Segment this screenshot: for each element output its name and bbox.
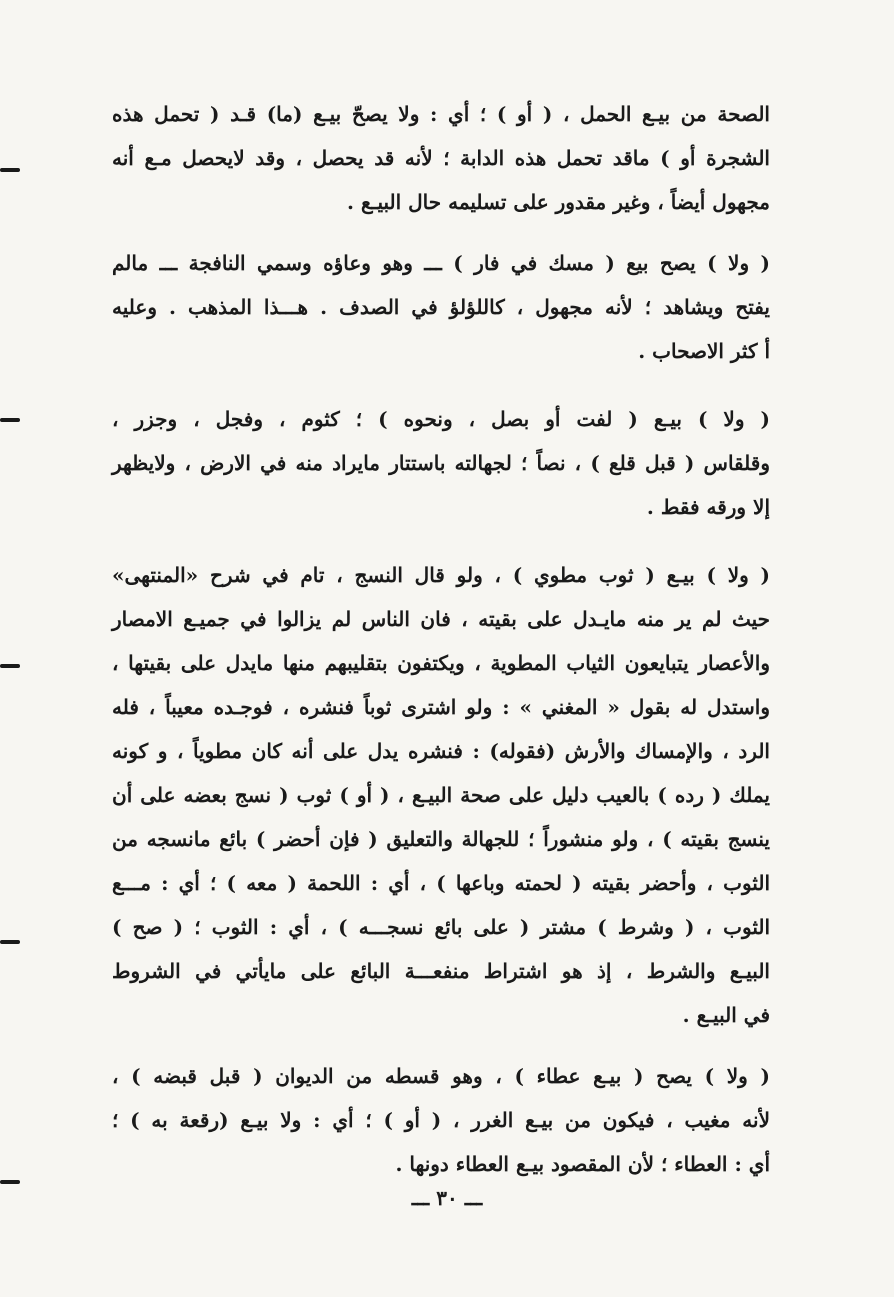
text-line: أ كثر الاصحاب . <box>638 339 770 363</box>
text-line: الشجرة أو ) ماقد تحمل هذه الدابة ؛ لأنه قد يحصل ، وقد لايحصل مـع أنه <box>112 146 770 170</box>
margin-mark <box>0 940 20 944</box>
paragraph <box>112 92 770 224</box>
text-line: البيـع والشرط ، إذ هو اشتراط منفعـــة البائع على مايأتي في الشروط <box>112 959 770 983</box>
paragraph <box>112 397 770 529</box>
body-text <box>112 92 770 1186</box>
text-line: أي : العطاء ؛ لأن المقصود بيـع العطاء دونها . <box>395 1152 770 1176</box>
text-line: ( ولا ) يصح ( بيـع عطاء ) ، وهو قسطه من الديوان ( قبل قبضه ) ، <box>112 1064 770 1088</box>
paragraph <box>112 553 770 1037</box>
text-line: يفتح ويشاهد ؛ لأنه مجهول ، كاللؤلؤ في الصدف . هـــذا المذهب . وعليه <box>112 295 770 319</box>
text-line: واستدل له بقول « المغني » : ولو اشترى ثوباً فنشره ، فوجـده معيباً ، فله <box>112 695 770 719</box>
paragraph <box>112 241 770 373</box>
text-line: يملك ( رده ) بالعيب دليل على صحة البيـع ، ( أو ) ثوب ( نسج بعضه على أن <box>112 783 770 807</box>
text-line: الصحة من بيـع الحمل ، ( أو ) ؛ أي : ولا يصحّ بيـع (ما) قـد ( تحمل هذه <box>112 102 770 126</box>
text-line: ( ولا ) يصح بيع ( مسك في فار ) ـــ وهو وعاؤه وسمي النافجة ـــ مالم <box>112 251 770 275</box>
text-line: في البيـع . <box>682 1003 770 1027</box>
text-line: الرد ، والإمساك والأرش (فقوله) : فنشره يدل على أنه كان مطوياً ، و كونه <box>112 739 770 763</box>
margin-mark <box>0 418 20 422</box>
text-line: لأنه مغيب ، فيكون من بيـع الغرر ، ( أو ) ؛ أي : ولا بيـع (رقعة به ) ؛ <box>112 1108 770 1132</box>
text-line: مجهول أيضاً ، وغير مقدور على تسليمه حال البيـع . <box>347 190 770 214</box>
text-line: الثوب ، وأحضر بقيته ( لحمته وباعها ) ، أي : اللحمة ( معه ) ؛ أي : مـــع <box>112 871 770 895</box>
text-line: ( ولا ) بيـع ( ثوب مطوي ) ، ولو قال النسج ، تام في شرح «المنتهى» <box>112 563 770 587</box>
page-number: ـــ ٣٠ ـــ <box>411 1186 483 1210</box>
paragraph <box>112 1054 770 1186</box>
text-line: حيث لم ير منه مايـدل على بقيته ، فان الناس لم يزالوا في جميـع الامصار <box>112 607 770 631</box>
margin-mark <box>0 664 20 668</box>
text-line: والأعصار يتبايعون الثياب المطوية ، ويكتفون بتقليبهم منها مايدل على بقيتها ، <box>112 651 770 675</box>
text-line: ينسج بقيته ) ، ولو منشوراً ؛ للجهالة والتعليق ( فإن أحضر ) بائع مانسجه من <box>112 827 770 851</box>
text-line: الثوب ، ( وشرط ) مشتر ( على بائع نسجـــه ) ، أي : الثوب ؛ ( صح ) <box>112 915 770 939</box>
text-line: إلا ورقه فقط . <box>646 495 770 519</box>
text-line: ( ولا ) بيـع ( لفت أو بصل ، ونحوه ) ؛ كثوم ، وفجل ، وجزر ، <box>112 407 770 431</box>
margin-mark <box>0 1180 20 1184</box>
margin-mark <box>0 168 20 172</box>
text-line: وقلقاس ( قبل قلع ) ، نصاً ؛ لجهالته باستتار مايراد منه في الارض ، ولايظهر <box>112 451 770 475</box>
